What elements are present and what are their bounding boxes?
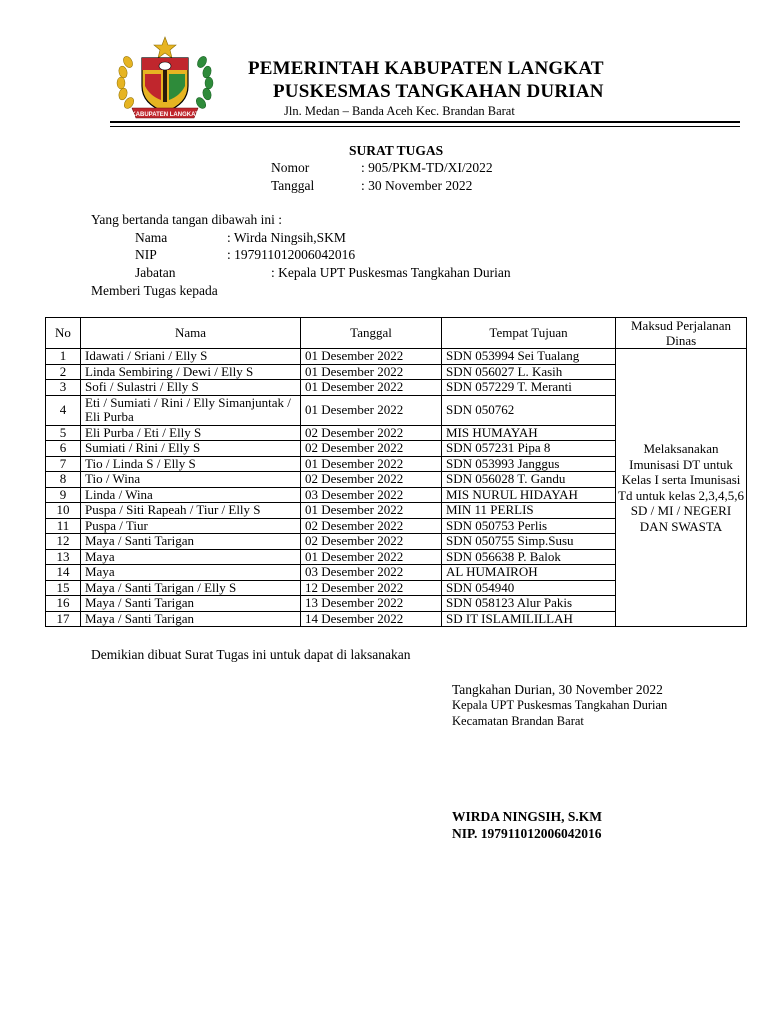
cell-no: 10 xyxy=(46,503,81,519)
cell-no: 9 xyxy=(46,487,81,503)
cell-no: 7 xyxy=(46,456,81,472)
cell-nama: Sofi / Sulastri / Elly S xyxy=(81,380,301,396)
cell-tanggal: 02 Desember 2022 xyxy=(301,472,442,488)
cell-no: 16 xyxy=(46,596,81,612)
closing-text: Demikian dibuat Surat Tugas ini untuk dapat di laksanakan xyxy=(91,647,411,662)
cell-no: 5 xyxy=(46,425,81,441)
header-rule-thin xyxy=(110,126,740,127)
signer-nip-label: NIP xyxy=(135,247,157,262)
intro-text: Yang bertanda tangan dibawah ini : xyxy=(91,212,282,227)
header-tempat-tujuan: Tempat Tujuan xyxy=(442,318,616,349)
cell-tempat: SDN 054940 xyxy=(442,580,616,596)
meta-tanggal-value: : 30 November 2022 xyxy=(361,178,473,193)
cell-nama: Tio / Linda S / Elly S xyxy=(81,456,301,472)
cell-tempat: SDN 050762 xyxy=(442,395,616,425)
cell-nama: Maya xyxy=(81,565,301,581)
kop-line-1: PEMERINTAH KABUPATEN LANGKAT xyxy=(248,58,604,79)
header-maksud: Maksud Perjalanan Dinas xyxy=(616,318,747,349)
assignment-table xyxy=(45,317,747,627)
cell-tanggal: 03 Desember 2022 xyxy=(301,487,442,503)
cell-nama: Maya / Santi Tarigan xyxy=(81,611,301,627)
cell-tanggal: 01 Desember 2022 xyxy=(301,456,442,472)
cell-tempat: MIS NURUL HIDAYAH xyxy=(442,487,616,503)
cell-tempat: SDN 057231 Pipa 8 xyxy=(442,441,616,457)
cell-tanggal: 01 Desember 2022 xyxy=(301,349,442,365)
signer-nama-value: : Wirda Ningsih,SKM xyxy=(227,230,346,245)
cell-tempat: SDN 056028 T. Gandu xyxy=(442,472,616,488)
cell-tempat: SDN 050753 Perlis xyxy=(442,518,616,534)
table-row xyxy=(46,349,747,365)
cell-tempat: SDN 056027 L. Kasih xyxy=(442,364,616,380)
header-tanggal: Tanggal xyxy=(301,318,442,349)
cell-no: 13 xyxy=(46,549,81,565)
cell-nama: Tio / Wina xyxy=(81,472,301,488)
cell-tanggal: 01 Desember 2022 xyxy=(301,503,442,519)
meta-tanggal-label: Tanggal xyxy=(271,178,315,193)
cell-tanggal: 02 Desember 2022 xyxy=(301,534,442,550)
kop-address: Jln. Medan – Banda Aceh Kec. Brandan Barat xyxy=(284,104,515,118)
cell-tanggal: 01 Desember 2022 xyxy=(301,395,442,425)
cell-tanggal: 02 Desember 2022 xyxy=(301,518,442,534)
cell-tempat: AL HUMAIROH xyxy=(442,565,616,581)
cell-tanggal: 13 Desember 2022 xyxy=(301,596,442,612)
cell-nama: Linda Sembiring / Dewi / Elly S xyxy=(81,364,301,380)
document-title: SURAT TUGAS xyxy=(349,143,444,158)
signer-nip-value: : 197911012006042016 xyxy=(227,247,356,262)
cell-no: 14 xyxy=(46,565,81,581)
cell-nama: Puspa / Siti Rapeah / Tiur / Elly S xyxy=(81,503,301,519)
cell-tempat: SDN 056638 P. Balok xyxy=(442,549,616,565)
cell-no: 11 xyxy=(46,518,81,534)
cell-nama: Maya / Santi Tarigan xyxy=(81,534,301,550)
place-date: Tangkahan Durian, 30 November 2022 xyxy=(452,682,663,697)
cell-nama: Eti / Sumiati / Rini / Elly Simanjuntak / Eli Purba xyxy=(81,395,301,425)
cell-nama: Eli Purba / Eti / Elly S xyxy=(81,425,301,441)
cell-no: 4 xyxy=(46,395,81,425)
header-no: No xyxy=(46,318,81,349)
cell-tempat: SDN 057229 T. Meranti xyxy=(442,380,616,396)
cell-tanggal: 01 Desember 2022 xyxy=(301,549,442,565)
cell-tempat: SDN 053994 Sei Tualang xyxy=(442,349,616,365)
signer-jabatan-label: Jabatan xyxy=(135,265,176,280)
cell-nama: Idawati / Sriani / Elly S xyxy=(81,349,301,365)
cell-nama: Sumiati / Rini / Elly S xyxy=(81,441,301,457)
header-rule-thick xyxy=(110,121,740,123)
cell-tanggal: 01 Desember 2022 xyxy=(301,364,442,380)
cell-no: 1 xyxy=(46,349,81,365)
cell-tempat: SDN 058123 Alur Pakis xyxy=(442,596,616,612)
cell-no: 6 xyxy=(46,441,81,457)
cell-no: 17 xyxy=(46,611,81,627)
cell-nama: Maya xyxy=(81,549,301,565)
cell-tanggal: 03 Desember 2022 xyxy=(301,565,442,581)
kabupaten-langkat-logo xyxy=(112,36,218,122)
cell-tempat: SD IT ISLAMILILLAH xyxy=(442,611,616,627)
cell-no: 15 xyxy=(46,580,81,596)
cell-no: 3 xyxy=(46,380,81,396)
cell-no: 8 xyxy=(46,472,81,488)
cell-tempat: MIS HUMAYAH xyxy=(442,425,616,441)
cell-tanggal: 12 Desember 2022 xyxy=(301,580,442,596)
assign-text: Memberi Tugas kepada xyxy=(91,283,218,298)
cell-nama: Linda / Wina xyxy=(81,487,301,503)
cell-no: 2 xyxy=(46,364,81,380)
cell-nama: Puspa / Tiur xyxy=(81,518,301,534)
meta-nomor-label: Nomor xyxy=(271,160,310,175)
cell-tempat: SDN 053993 Janggus xyxy=(442,456,616,472)
signatory-nip: NIP. 197911012006042016 xyxy=(452,826,602,841)
header-nama: Nama xyxy=(81,318,301,349)
cell-no: 12 xyxy=(46,534,81,550)
meta-nomor-value: : 905/PKM-TD/XI/2022 xyxy=(361,160,493,175)
position-line-1: Kepala UPT Puskesmas Tangkahan Durian xyxy=(452,698,668,712)
cell-tempat: SDN 050755 Simp.Susu xyxy=(442,534,616,550)
position-line-2: Kecamatan Brandan Barat xyxy=(452,714,584,728)
logo-ribbon-text: KABUPATEN LANGKAT xyxy=(131,112,199,118)
cell-tanggal: 14 Desember 2022 xyxy=(301,611,442,627)
cell-nama: Maya / Santi Tarigan xyxy=(81,596,301,612)
cell-tanggal: 02 Desember 2022 xyxy=(301,425,442,441)
cell-tanggal: 02 Desember 2022 xyxy=(301,441,442,457)
signer-jabatan-value: : Kepala UPT Puskesmas Tangkahan Durian xyxy=(271,265,511,280)
cell-tanggal: 01 Desember 2022 xyxy=(301,380,442,396)
cell-nama: Maya / Santi Tarigan / Elly S xyxy=(81,580,301,596)
cell-tempat: MIN 11 PERLIS xyxy=(442,503,616,519)
table-header-row xyxy=(46,318,747,349)
kop-line-2: PUSKESMAS TANGKAHAN DURIAN xyxy=(273,81,604,102)
signer-nama-label: Nama xyxy=(135,230,168,245)
cell-maksud: Melaksanakan Imunisasi DT untuk Kelas I serta Imunisasi Td untuk kelas 2,3,4,5,6 SD / MI / NEGERI DAN SWASTA xyxy=(616,349,747,627)
signatory-name: WIRDA NINGSIH, S.KM xyxy=(452,809,603,824)
